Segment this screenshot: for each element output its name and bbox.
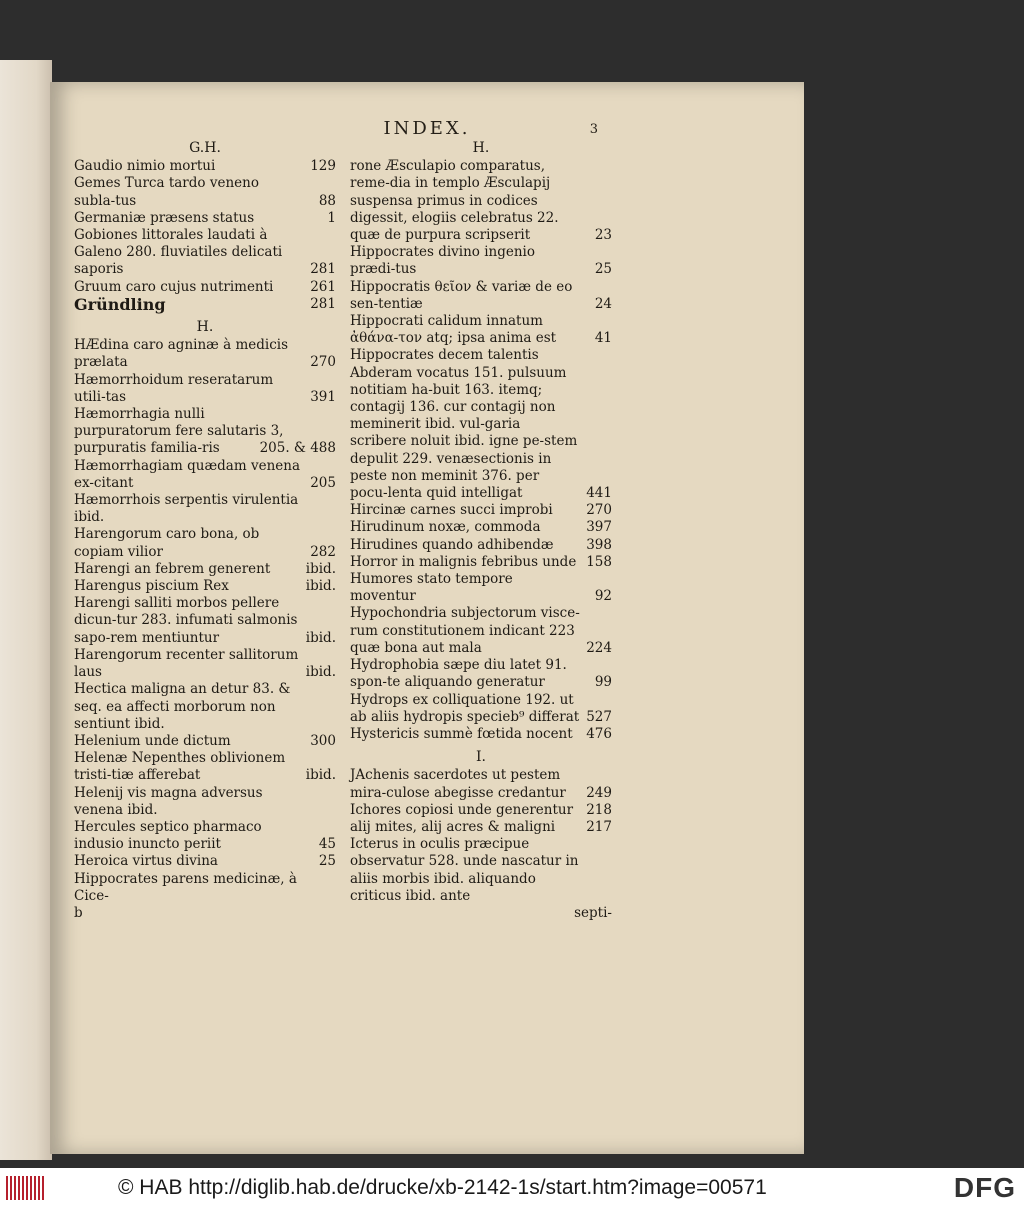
index-entry: [350, 726, 612, 743]
left-column-header: G.H.: [189, 140, 221, 156]
index-entry-text: Hippocrati calidum innatum ἀθάνα-τον atq; ipsa anima est: [350, 313, 557, 347]
index-entry: [350, 819, 612, 836]
right-column-header: H.: [472, 140, 490, 156]
catchword-left: b: [74, 904, 83, 921]
index-entry-page-ref: 224: [586, 639, 612, 656]
index-entry: [74, 279, 336, 296]
index-entry: [350, 313, 612, 347]
dfg-logo: DFG: [953, 1172, 1016, 1203]
index-entry-text: Helenæ Nepenthes oblivionem tristi-tiæ afferebat: [74, 750, 286, 784]
index-entry-page-ref: 129: [310, 158, 336, 175]
index-entry: [74, 406, 336, 458]
index-entry-page-ref: 397: [586, 519, 612, 536]
index-entry-page-ref: 270: [586, 502, 612, 519]
index-entry-text: Helenium unde dictum: [74, 732, 231, 749]
index-entry: [74, 681, 336, 733]
index-entry-text: Hydrophobia sæpe diu latet 91. spon-te aliquando generatur: [350, 657, 567, 691]
index-entry-text: Helenij vis magna adversus venena ibid.: [74, 784, 263, 818]
index-entry-text: Hippocrates divino ingenio prædi-tus: [350, 244, 535, 278]
index-entry: [350, 802, 612, 819]
index-entry-text: Germaniæ præsens status: [74, 209, 255, 226]
index-entry-text: Hydrops ex colliquatione 192. ut ab aliis hydropis specieb⁹ differat: [350, 691, 580, 725]
index-entry: [350, 502, 612, 519]
left-entries: [74, 158, 336, 313]
index-entry-page-ref: 92: [594, 588, 612, 605]
running-head: INDEX.: [383, 118, 471, 139]
index-entry: [350, 767, 612, 801]
index-entry-text: HÆdina caro agninæ à medicis prælata: [74, 337, 289, 371]
index-entry-page-ref: 88: [318, 192, 336, 209]
index-entry-page-ref: ibid.: [305, 664, 336, 681]
index-entry-page-ref: 218: [586, 801, 612, 818]
index-entry-page-ref: 391: [310, 388, 336, 405]
index-entry-text: Hippocrates parens medicinæ, à Cice-: [74, 870, 297, 904]
index-entry: [350, 836, 612, 905]
index-entry: [74, 733, 336, 750]
index-entry-page-ref: 25: [594, 261, 612, 278]
index-entry-page-ref: 158: [586, 553, 612, 570]
index-entry: [74, 871, 336, 905]
folio-number: 3: [589, 122, 598, 137]
index-entry-text: Hypochondria subjectorum visce-rum constitutionem indicant 223 quæ bona aut mala: [350, 605, 580, 656]
index-entry: [74, 647, 336, 681]
index-entry-page-ref: 261: [310, 278, 336, 295]
index-entry-page-ref: 1: [327, 209, 336, 226]
index-entry: [74, 853, 336, 870]
index-entry-text: Heroica virtus divina: [74, 853, 218, 870]
index-entry-page-ref: 99: [594, 674, 612, 691]
right-entries-i: [350, 767, 612, 905]
barcode-icon: [6, 1176, 46, 1200]
index-entry-page-ref: ibid.: [305, 578, 336, 595]
index-entry: [74, 785, 336, 819]
index-entry-text: Hæmorrhoidum reseratarum utili-tas: [74, 371, 274, 405]
book-page: [50, 82, 804, 1154]
index-entry: [350, 554, 612, 571]
index-entry-page-ref: 217: [586, 818, 612, 835]
index-entry-text: Horror in malignis febribus unde: [350, 553, 577, 570]
index-entry: [74, 296, 336, 313]
index-entry-text: Hæmorrhagia nulli purpuratorum fere salutaris 3, purpuratis familia-ris: [74, 406, 284, 457]
index-entry: [74, 158, 336, 175]
index-entry-page-ref: 398: [586, 536, 612, 553]
attribution-link[interactable]: © HAB http://diglib.hab.de/drucke/xb-2142-1s/start.htm?image=00571: [118, 1176, 767, 1199]
left-column: [74, 140, 336, 922]
index-entry-text: Gründling: [74, 294, 166, 314]
index-entry-page-ref: 527: [586, 708, 612, 725]
index-entry: [74, 337, 336, 371]
index-entry-page-ref: 23: [594, 227, 612, 244]
right-column: [350, 140, 612, 922]
index-entry: [74, 578, 336, 595]
index-entry: [74, 227, 336, 279]
index-entry-page-ref: 25: [318, 853, 336, 870]
index-entry: [74, 175, 336, 209]
index-entry-text: Icterus in oculis præcipue observatur 528. unde nascatur in aliis morbis ibid. aliquando criticus ibid. ante: [350, 836, 579, 904]
section-heading-i: I.: [476, 749, 486, 766]
index-entry: [350, 605, 612, 657]
index-entry: [350, 158, 612, 244]
index-entry: [74, 561, 336, 578]
index-entry: [74, 595, 336, 647]
index-entry: [74, 750, 336, 784]
index-entry-text: Hectica maligna an detur 83. & seq. ea affecti morborum non sentiunt ibid.: [74, 681, 291, 732]
index-entry-text: JAchenis sacerdotes ut pestem mira-culose abegisse credantur: [350, 767, 566, 801]
index-entry-text: Harengus piscium Rex: [74, 578, 229, 595]
index-entry-page-ref: 270: [310, 354, 336, 371]
index-entry-text: Harengorum recenter sallitorum laus: [74, 646, 299, 681]
index-entry-page-ref: 41: [594, 330, 612, 347]
index-entry-text: Gaudio nimio mortui: [74, 158, 216, 175]
index-entry: [74, 210, 336, 227]
index-entry: [350, 657, 612, 691]
index-entry-page-ref: 24: [594, 295, 612, 312]
index-entry-text: Harengi salliti morbos pellere dicun-tur 283. infumati salmonis sapo-rem mentiuntur: [74, 595, 298, 646]
footer-bar: [0, 1168, 1024, 1208]
index-entry-text: Hercules septico pharmaco indusio inuncto periit: [74, 818, 262, 853]
index-entry: [350, 279, 612, 313]
index-entry-text: rone Æsculapio comparatus, reme-dia in templo Æsculapij suspensa primus in codices digessit, elogiis celebratus 22. quæ de purpura scripserit: [350, 158, 559, 244]
index-entry-page-ref: 281: [310, 261, 336, 278]
index-entry-text: Hirudines quando adhibendæ: [350, 536, 554, 553]
index-entry-text: Hirudinum noxæ, commoda: [350, 519, 541, 536]
index-entry-text: Gobiones littorales laudati à Galeno 280. fluviatiles delicati saporis: [74, 227, 283, 278]
index-entry-page-ref: ibid.: [305, 767, 336, 784]
index-entry-page-ref: ibid.: [305, 629, 336, 646]
index-entry-text: Gemes Turca tardo veneno subla-tus: [74, 175, 259, 209]
index-entry-page-ref: 441: [586, 485, 612, 502]
index-entry-page-ref: 281: [310, 295, 336, 312]
index-entry: [74, 492, 336, 526]
index-entry-text: Hircinæ carnes succi improbi: [350, 502, 553, 519]
index-entry: [74, 458, 336, 492]
index-entry-page-ref: 300: [310, 732, 336, 749]
index-entry-page-ref: 476: [586, 725, 612, 742]
index-entry: [350, 537, 612, 554]
right-entries: [350, 158, 612, 743]
index-entry-text: Hippocratis θεῖον & variæ de eo sen-tentiæ: [350, 278, 573, 312]
index-entry-text: Humores stato tempore moventur: [350, 571, 513, 605]
index-entry-text: Gruum caro cujus nutrimenti: [74, 278, 274, 295]
index-entry: [350, 571, 612, 605]
index-entry: [74, 372, 336, 406]
left-entries-h: [74, 337, 336, 905]
index-entry: [74, 526, 336, 560]
index-entry-page-ref: 205: [310, 474, 336, 491]
index-entry-page-ref: 205. & 488: [259, 440, 336, 457]
index-entry-text: Hippocrates decem talentis Abderam vocatus 151. pulsuum notitiam ha-buit 163. itemq; contagij 136. cur contagij non meminerit ibid. vul-garia scribere noluit ibid. igne pe-stem depulit 229. venæsectionis in peste non meminit 376. per pocu-lenta quid intelligat: [350, 347, 578, 502]
index-entry-text: Hæmorrhagiam quædam venena ex-citant: [74, 457, 300, 491]
section-heading-h: H.: [196, 319, 214, 336]
index-entry-text: Hæmorrhois serpentis virulentia ibid.: [74, 492, 299, 526]
index-entry: [350, 692, 612, 726]
index-entry: [350, 519, 612, 536]
index-entry-text: Ichores copiosi unde generentur: [350, 801, 574, 818]
index-entry-text: Hystericis summè fœtida nocent: [350, 725, 573, 742]
index-entry-page-ref: ibid.: [305, 560, 336, 577]
index-entry-text: Harengorum caro bona, ob copiam vilior: [74, 526, 260, 560]
index-entry: [74, 819, 336, 853]
index-entry-text: Harengi an febrem generent: [74, 560, 271, 577]
catchword-right: septi-: [574, 904, 612, 921]
index-entry: [350, 244, 612, 278]
index-entry-text: alij mites, alij acres & maligni: [350, 818, 556, 835]
index-entry-page-ref: 282: [310, 543, 336, 560]
index-entry-page-ref: 45: [318, 836, 336, 853]
index-entry: [350, 347, 612, 502]
index-entry-page-ref: 249: [586, 784, 612, 801]
previous-page-edge: [0, 60, 52, 1160]
